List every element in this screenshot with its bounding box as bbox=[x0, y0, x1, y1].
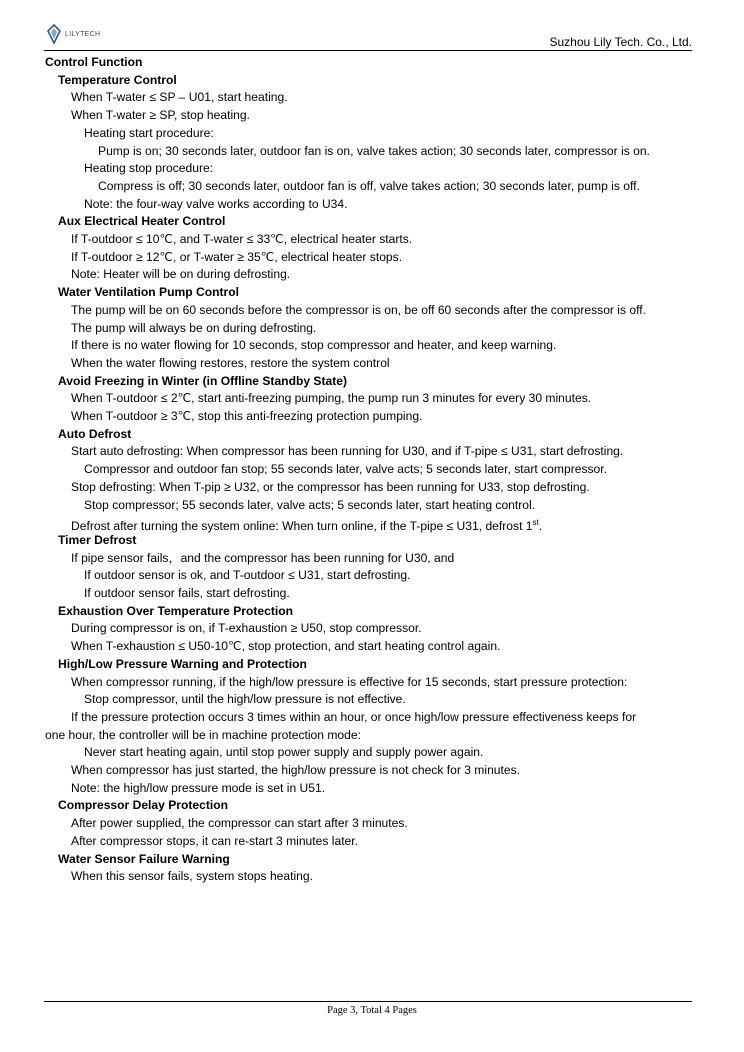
body-text-line: After compressor stops, it can re-start 3 minutes later. bbox=[71, 833, 358, 848]
lilytech-logo-icon bbox=[46, 24, 62, 44]
body-text-line: If pipe sensor fails，and the compressor has been running for U30, and bbox=[71, 550, 455, 565]
body-text-line: Stop compressor; 55 seconds later, valve acts; 5 seconds later, start heating control. bbox=[84, 497, 536, 512]
section-heading: High/Low Pressure Warning and Protection bbox=[58, 656, 307, 671]
body-text-line: If T-outdoor ≥ 12℃, or T-water ≥ 35℃, electrical heater stops. bbox=[71, 249, 403, 264]
body-text-line: Start auto defrosting: When compressor has been running for U30, and if T-pipe ≤ U31, start defrosting. bbox=[71, 444, 624, 459]
body-text-line: After power supplied, the compressor can start after 3 minutes. bbox=[71, 816, 408, 831]
body-text-line: When compressor has just started, the high/low pressure is not check for 3 minutes. bbox=[71, 763, 521, 777]
body-text-line: Compress is off; 30 seconds later, outdoor fan is off, valve takes action; 30 seconds later, pump is off. bbox=[98, 178, 640, 193]
body-text-line: If T-outdoor ≤ 10℃, and T-water ≤ 33℃, electrical heater starts. bbox=[71, 232, 413, 246]
body-text-line: During compressor is on, if T-exhaustion ≥ U50, stop compressor. bbox=[71, 621, 422, 636]
section-heading: Compressor Delay Protection bbox=[58, 798, 229, 813]
body-text-line: When T-outdoor ≥ 3℃, stop this anti-freezing protection pumping. bbox=[71, 409, 423, 423]
body-text-line: If there is no water flowing for 10 seconds, stop compressor and heater, and keep warning. bbox=[71, 338, 557, 353]
body-text-line: If outdoor sensor is ok, and T-outdoor ≤ U31, start defrosting. bbox=[84, 568, 411, 583]
company-name: Suzhou Lily Tech. Co., Ltd. bbox=[549, 35, 692, 49]
body-text-line: When T-outdoor ≤ 2℃, start anti-freezing pumping, the pump run 3 minutes for every 30 minutes. bbox=[71, 391, 592, 406]
footer-rule bbox=[44, 1001, 692, 1002]
section-heading: Timer Defrost bbox=[58, 532, 137, 547]
section-heading: Temperature Control bbox=[58, 72, 177, 87]
section-heading: Water Ventilation Pump Control bbox=[58, 285, 239, 300]
body-text-line: Note: Heater will be on during defrosting. bbox=[71, 267, 291, 282]
line-tail: . bbox=[538, 519, 543, 534]
logo-text: LILYTECH bbox=[65, 30, 101, 38]
body-text-line: The pump will be on 60 seconds before the compressor is on, be off 60 seconds after the compressor is off. bbox=[71, 302, 646, 317]
section-heading: Water Sensor Failure Warning bbox=[58, 851, 230, 866]
body-text-line: When compressor running, if the high/low pressure is effective for 15 seconds, start pressure protection: bbox=[71, 674, 628, 689]
superscript: st bbox=[532, 518, 539, 528]
body-text-line bbox=[71, 515, 542, 534]
section-heading: Aux Electrical Heater Control bbox=[58, 214, 226, 229]
section-title: Control Function bbox=[45, 55, 143, 69]
section-heading: Exhaustion Over Temperature Protection bbox=[58, 603, 293, 618]
company-logo bbox=[46, 24, 100, 44]
body-text-line: Heating stop procedure: bbox=[84, 161, 214, 176]
line-text: Defrost after turning the system online: When turn online, if the T-pipe ≤ U31, defrost 1 bbox=[71, 519, 533, 534]
body-text-line: Stop defrosting: When T-pip ≥ U32, or the compressor has been running for U33, stop defrosting. bbox=[71, 479, 590, 494]
page-number: Page 3, Total 4 Pages bbox=[327, 1005, 417, 1016]
body-text-line: When this sensor fails, system stops heating. bbox=[71, 869, 313, 884]
page-header bbox=[44, 24, 692, 51]
body-text-line: When the water flowing restores, restore the system control bbox=[71, 355, 390, 370]
body-text-line: If outdoor sensor fails, start defrosting. bbox=[84, 586, 290, 600]
body-text-line: Never start heating again, until stop power supply and supply power again. bbox=[84, 745, 484, 760]
section-heading: Avoid Freezing in Winter (in Offline Standby State) bbox=[58, 373, 348, 388]
body-text-line: Pump is on; 30 seconds later, outdoor fan is on, valve takes action; 30 seconds later, compressor is on. bbox=[98, 143, 650, 158]
body-text-line: When T-exhaustion ≤ U50-10℃, stop protection, and start heating control again. bbox=[71, 639, 501, 654]
section-heading: Auto Defrost bbox=[58, 426, 132, 441]
body-text-line: If the pressure protection occurs 3 times within an hour, or once high/low pressure effectiveness keeps for bbox=[71, 709, 637, 724]
body-text-line: Stop compressor, until the high/low pressure is not effective. bbox=[84, 692, 406, 707]
body-text-line: Note: the four-way valve works according to U34. bbox=[84, 196, 348, 211]
body-text-line: The pump will always be on during defrosting. bbox=[71, 320, 317, 335]
body-text-line: When T-water ≤ SP – U01, start heating. bbox=[71, 90, 288, 105]
body-text-line: one hour, the controller will be in machine protection mode: bbox=[45, 727, 361, 742]
body-text-line: Compressor and outdoor fan stop; 55 seconds later, valve acts; 5 seconds later, start compressor. bbox=[84, 462, 607, 477]
body-text-line: Heating start procedure: bbox=[84, 125, 214, 140]
body-text-line: When T-water ≥ SP, stop heating. bbox=[71, 108, 250, 123]
body-text-line: Note: the high/low pressure mode is set in U51. bbox=[71, 780, 326, 795]
